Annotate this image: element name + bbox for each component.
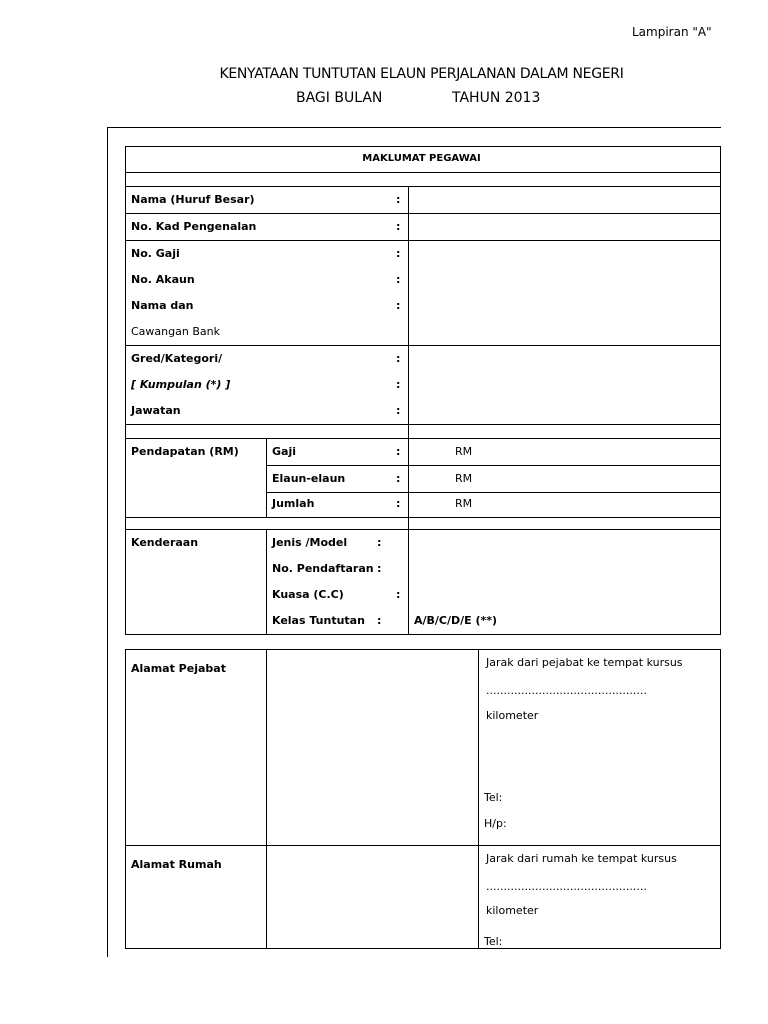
- kilometer-pejabat: kilometer: [486, 709, 539, 722]
- jarak-rumah-dots: ..............................................: [486, 880, 647, 893]
- colon: :: [396, 193, 401, 206]
- colon: :: [377, 562, 382, 575]
- rm-jumlah: RM: [455, 497, 473, 510]
- colon: :: [396, 247, 401, 260]
- hp-pejabat: H/p:: [484, 817, 507, 830]
- colon: :: [396, 273, 401, 286]
- label-nama-dan: Nama dan: [131, 299, 194, 312]
- label-gred: Gred/Kategori/: [131, 352, 223, 365]
- colon: :: [396, 404, 401, 417]
- outer-frame-left: [107, 127, 108, 957]
- colon: :: [377, 614, 382, 627]
- jarak-pejabat-label: Jarak dari pejabat ke tempat kursus: [486, 656, 683, 669]
- label-kumpulan: [ Kumpulan (*) ]: [131, 378, 231, 391]
- label-gaji: Gaji: [272, 445, 296, 458]
- colon: :: [377, 536, 382, 549]
- colon: :: [396, 352, 401, 365]
- label-jawatan: Jawatan: [131, 404, 181, 417]
- colon: :: [396, 588, 401, 601]
- title-bagi-bulan: BAGI BULAN: [296, 90, 383, 106]
- label-kuasa: Kuasa (C.C): [272, 588, 344, 601]
- label-cawangan-bank: Cawangan Bank: [131, 325, 220, 338]
- label-kad-pengenalan: No. Kad Pengenalan: [131, 220, 257, 233]
- label-no-pendaftaran: No. Pendaftaran: [272, 562, 374, 575]
- colon: :: [396, 299, 401, 312]
- colon: :: [396, 472, 401, 485]
- rm-gaji: RM: [455, 445, 473, 458]
- label-jumlah: Jumlah: [272, 497, 315, 510]
- kilometer-rumah: kilometer: [486, 904, 539, 917]
- label-nama: Nama (Huruf Besar): [131, 193, 255, 206]
- colon: :: [396, 220, 401, 233]
- section-heading: MAKLUMAT PEGAWAI: [362, 153, 481, 164]
- tel-pejabat: Tel:: [484, 791, 503, 804]
- outer-frame-top: [107, 127, 721, 128]
- label-no-gaji: No. Gaji: [131, 247, 180, 260]
- label-alamat-pejabat: Alamat Pejabat: [131, 662, 226, 675]
- title-tahun: TAHUN 2013: [452, 90, 541, 106]
- kelas-tuntutan-value: A/B/C/D/E (**): [414, 614, 498, 627]
- jarak-pejabat-dots: ..............................................: [486, 684, 647, 697]
- label-jenis-model: Jenis /Model: [272, 536, 348, 549]
- label-elaun: Elaun-elaun: [272, 472, 346, 485]
- tel-rumah: Tel:: [484, 935, 503, 948]
- colon: :: [396, 378, 401, 391]
- label-alamat-rumah: Alamat Rumah: [131, 858, 222, 871]
- lampiran-label: Lampiran "A": [632, 25, 712, 39]
- label-no-akaun: No. Akaun: [131, 273, 195, 286]
- label-kenderaan: Kenderaan: [131, 536, 199, 549]
- colon: :: [396, 497, 401, 510]
- document-title: KENYATAAN TUNTUTAN ELAUN PERJALANAN DALAM NEGERI: [219, 66, 624, 82]
- label-pendapatan: Pendapatan (RM): [131, 445, 239, 458]
- jarak-rumah-label: Jarak dari rumah ke tempat kursus: [486, 852, 677, 865]
- label-kelas-tuntutan: Kelas Tuntutan: [272, 614, 365, 627]
- rm-elaun: RM: [455, 472, 473, 485]
- colon: :: [396, 445, 401, 458]
